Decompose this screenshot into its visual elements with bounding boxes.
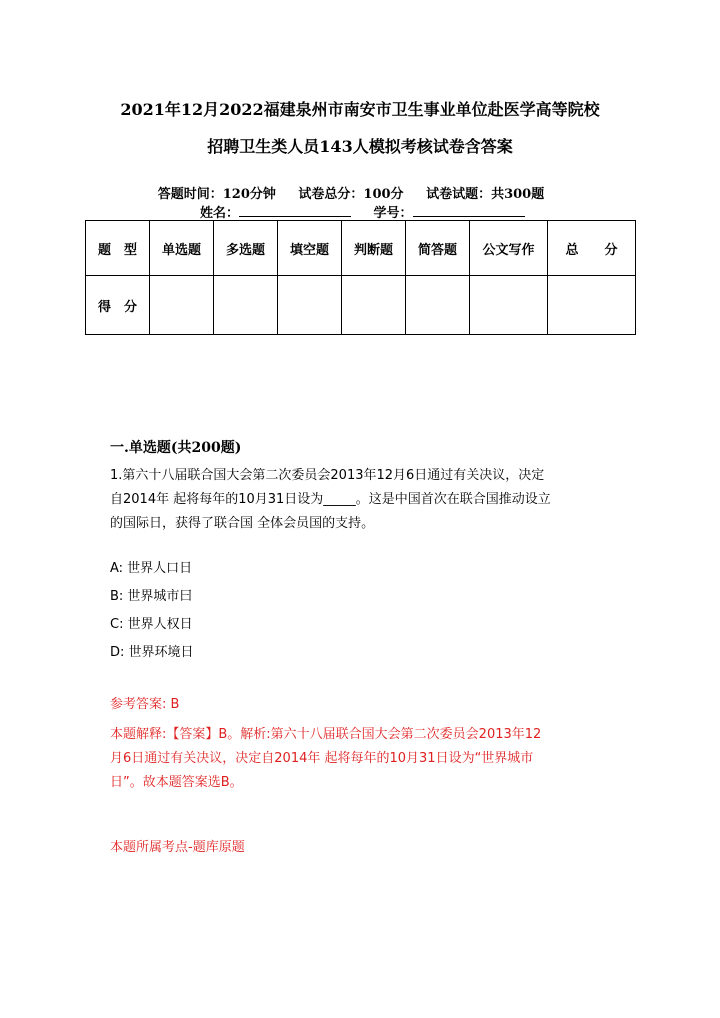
score-cell [278, 276, 342, 335]
header-cell: 简答题 [406, 221, 470, 276]
header-cell: 填空题 [278, 221, 342, 276]
question-line: 的国际日，获得了联合国 全体会员国的支持。 [110, 516, 375, 531]
section-title: 一.单选题(共200题) [110, 440, 242, 456]
answer-time: 答题时间：120分钟 [157, 187, 276, 202]
explanation-line: 日”。故本题答案选B。 [110, 775, 243, 790]
header-cell: 多选题 [214, 221, 278, 276]
name-blank [239, 205, 351, 217]
score-cell [150, 276, 214, 335]
exam-title-line-1: 2021年12月2022福建泉州市南安市卫生事业单位赴医学高等院校 [120, 100, 600, 119]
question-count: 试卷试题：共300题 [426, 187, 545, 202]
header-cell: 单选题 [150, 221, 214, 276]
score-table-score-row [86, 276, 636, 335]
score-row-label: 得 分 [86, 276, 150, 335]
score-cell [548, 276, 636, 335]
score-cell [342, 276, 406, 335]
question-stem [110, 464, 620, 536]
option-b: B: 世界城市曰 [110, 589, 193, 604]
option-c: C: 世界人权日 [110, 617, 193, 632]
header-cell: 公文写作 [470, 221, 548, 276]
question-line: 1.第六十八届联合国大会第二次委员会2013年12月6日通过有关决议，决定 [110, 468, 545, 483]
student-info [200, 202, 543, 221]
exam-title-line-2: 招聘卫生类人员143人模拟考核试卷含答案 [207, 137, 513, 156]
knowledge-point-tag: 本题所属考点-题库原题 [110, 840, 245, 855]
header-cell: 判断题 [342, 221, 406, 276]
total-score: 试卷总分：100分 [298, 187, 404, 202]
explanation-line: 本题解释:【答案】B。解析:第六十八届联合国大会第二次委员会2013年12 [110, 727, 542, 742]
score-table-header-row [86, 221, 636, 276]
score-cell [214, 276, 278, 335]
answer-explanation [110, 723, 620, 795]
exam-meta [0, 183, 720, 202]
score-table [85, 220, 636, 335]
option-d: D: 世界环境日 [110, 645, 194, 660]
id-blank [413, 205, 525, 217]
score-cell [470, 276, 548, 335]
question-line: 自2014年 起将每年的10月31日设为_____。这是中国首次在联合国推动设立 [110, 492, 551, 507]
reference-answer: 参考答案: B [110, 697, 180, 712]
name-label: 姓名： [200, 206, 240, 221]
id-label: 学号： [373, 206, 413, 221]
option-a: A: 世界人口日 [110, 561, 193, 576]
explanation-line: 月6日通过有关决议，决定自2014年 起将每年的10月31日设为“世界城市 [110, 751, 534, 766]
header-cell: 总 分 [548, 221, 636, 276]
header-cell: 题 型 [86, 221, 150, 276]
score-cell [406, 276, 470, 335]
